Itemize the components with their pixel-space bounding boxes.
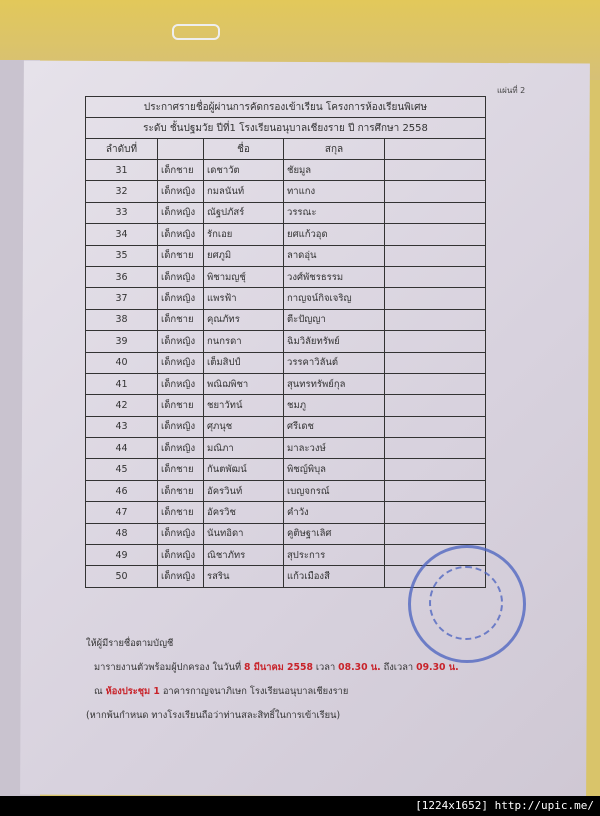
order-cell: 36 <box>86 266 158 287</box>
gender-cell: เด็กหญิง <box>158 545 204 566</box>
table-subtitle: ระดับ ชั้นปฐมวัย ปีที่1 โรงเรียนอนุบาลเชียงราย ปี การศึกษา 2558 <box>86 118 486 139</box>
note-text: ถึงเวลา <box>380 662 417 673</box>
gender-cell: เด็กหญิง <box>158 266 204 287</box>
order-cell: 46 <box>86 480 158 501</box>
image-footer: [1224x1652] http://upic.me/ <box>0 796 600 816</box>
surname-cell: คำวัง <box>284 502 385 523</box>
gender-cell: เด็กหญิง <box>158 416 204 437</box>
table-row <box>86 480 486 501</box>
extra-cell <box>385 181 486 202</box>
table-row <box>86 181 486 202</box>
header-gender <box>158 139 204 160</box>
surname-cell: ชัยมูล <box>284 160 385 181</box>
start-time: 08.30 น. <box>338 662 381 673</box>
extra-cell <box>385 502 486 523</box>
extra-cell <box>385 438 486 459</box>
table-row <box>86 352 486 373</box>
surname-cell: มาละวงษ์ <box>284 438 385 459</box>
order-cell: 31 <box>86 160 158 181</box>
header-extra <box>385 139 486 160</box>
extra-cell <box>385 288 486 309</box>
report-date: 8 มีนาคม 2558 <box>244 662 313 673</box>
table-row <box>86 309 486 330</box>
order-cell: 44 <box>86 438 158 459</box>
extra-cell <box>385 480 486 501</box>
order-cell: 47 <box>86 502 158 523</box>
extra-cell <box>385 523 486 544</box>
name-cell: ณัฐปภัสร์ <box>204 202 284 223</box>
surname-cell: แก้วเมืองสี <box>284 566 385 587</box>
extra-cell <box>385 245 486 266</box>
table-row <box>86 373 486 394</box>
surname-cell: เบญจกรณ์ <box>284 480 385 501</box>
gender-cell: เด็กชาย <box>158 459 204 480</box>
note-text: อาคารกาญจนาภิเษก โรงเรียนอนุบาลเชียงราย <box>159 686 349 697</box>
order-cell: 39 <box>86 331 158 352</box>
name-cell: คุณภัทร <box>204 309 284 330</box>
note-text: เวลา <box>312 662 339 673</box>
gender-cell: เด็กหญิง <box>158 331 204 352</box>
surname-cell: ศรีเดช <box>284 416 385 437</box>
note-text: ณ <box>94 686 106 697</box>
order-cell: 43 <box>86 416 158 437</box>
table-row <box>86 331 486 352</box>
order-cell: 38 <box>86 309 158 330</box>
extra-cell <box>385 395 486 416</box>
extra-cell <box>385 352 486 373</box>
surname-cell: วรรณะ <box>284 202 385 223</box>
header-name: ชื่อ <box>204 139 284 160</box>
surname-cell: วงศ์พัชรธรรม <box>284 266 385 287</box>
name-cell: กนกรดา <box>204 331 284 352</box>
name-cell: อัครวินท์ <box>204 480 284 501</box>
extra-cell <box>385 224 486 245</box>
gender-cell: เด็กชาย <box>158 160 204 181</box>
gender-cell: เด็กหญิง <box>158 373 204 394</box>
order-cell: 41 <box>86 373 158 394</box>
order-cell: 35 <box>86 245 158 266</box>
order-cell: 32 <box>86 181 158 202</box>
name-cell: อัครวิช <box>204 502 284 523</box>
name-cell: ศุภนุช <box>204 416 284 437</box>
gender-cell: เด็กชาย <box>158 245 204 266</box>
table-row <box>86 288 486 309</box>
table-row <box>86 224 486 245</box>
name-cell: พณิฌพิชา <box>204 373 284 394</box>
note-line3 <box>86 680 459 704</box>
name-cell: เต็มสิปป์ <box>204 352 284 373</box>
note-text: มารายงานตัวพร้อมผู้ปกครอง ในวันที่ <box>94 662 245 673</box>
gender-cell: เด็กหญิง <box>158 566 204 587</box>
table-row <box>86 459 486 480</box>
extra-cell <box>385 373 486 394</box>
extra-cell <box>385 160 486 181</box>
surname-cell: ยศแก้วอุด <box>284 224 385 245</box>
note-line4: (หากพ้นกำหนด ทางโรงเรียนถือว่าท่านสละสิทธิ์ในการเข้าเรียน) <box>86 710 341 721</box>
name-cell: ชยาวัทน์ <box>204 395 284 416</box>
student-list-table <box>85 96 486 588</box>
name-cell: เดชาวัต <box>204 160 284 181</box>
gender-cell: เด็กหญิง <box>158 523 204 544</box>
order-cell: 48 <box>86 523 158 544</box>
gender-cell: เด็กหญิง <box>158 438 204 459</box>
order-cell: 33 <box>86 202 158 223</box>
room: ห้องประชุม 1 <box>105 686 160 697</box>
name-cell: พิชามญชุ์ <box>204 266 284 287</box>
name-cell: รสริน <box>204 566 284 587</box>
table-row <box>86 160 486 181</box>
gender-cell: เด็กชาย <box>158 502 204 523</box>
table-row <box>86 416 486 437</box>
order-cell: 34 <box>86 224 158 245</box>
extra-cell <box>385 309 486 330</box>
order-cell: 49 <box>86 545 158 566</box>
order-cell: 50 <box>86 566 158 587</box>
table-row <box>86 395 486 416</box>
name-cell: ยศภูมิ <box>204 245 284 266</box>
gender-cell: เด็กหญิง <box>158 288 204 309</box>
extra-cell <box>385 202 486 223</box>
gender-cell: เด็กชาย <box>158 395 204 416</box>
table-row <box>86 202 486 223</box>
table-title: ประกาศรายชื่อผู้ผ่านการคัดกรองเข้าเรียน โครงการห้องเรียนพิเศษ <box>86 97 486 118</box>
header-surname: สกุล <box>284 139 385 160</box>
order-cell: 40 <box>86 352 158 373</box>
surname-cell: คูติษฐาเลิศ <box>284 523 385 544</box>
name-cell: นันทอิดา <box>204 523 284 544</box>
notes <box>86 632 459 728</box>
table-row <box>86 266 486 287</box>
surname-cell: ชมภู <box>284 395 385 416</box>
order-cell: 42 <box>86 395 158 416</box>
extra-cell <box>385 416 486 437</box>
name-cell: แพรฟ้า <box>204 288 284 309</box>
gender-cell: เด็กหญิง <box>158 352 204 373</box>
end-time: 09.30 น. <box>416 662 459 673</box>
gender-cell: เด็กหญิง <box>158 181 204 202</box>
surname-cell: พิชญ์พิบุล <box>284 459 385 480</box>
name-cell: มณิภา <box>204 438 284 459</box>
surname-cell: ทาแกง <box>284 181 385 202</box>
table-row <box>86 502 486 523</box>
gender-cell: เด็กชาย <box>158 309 204 330</box>
gender-cell: เด็กหญิง <box>158 224 204 245</box>
extra-cell <box>385 459 486 480</box>
order-cell: 37 <box>86 288 158 309</box>
name-cell: ณิชาภัทร <box>204 545 284 566</box>
name-cell: รักเอย <box>204 224 284 245</box>
paper-clip <box>172 24 220 40</box>
table-row <box>86 523 486 544</box>
extra-cell <box>385 331 486 352</box>
gender-cell: เด็กชาย <box>158 480 204 501</box>
surname-cell: ลาดอุ่น <box>284 245 385 266</box>
header-order: ลำดับที่ <box>86 139 158 160</box>
order-cell: 45 <box>86 459 158 480</box>
table-row <box>86 438 486 459</box>
surname-cell: สุนทรทรัพย์กุล <box>284 373 385 394</box>
gender-cell: เด็กหญิง <box>158 202 204 223</box>
note-line2 <box>86 656 459 680</box>
name-cell: กมลนันท์ <box>204 181 284 202</box>
surname-cell: วรรคาวิลันต์ <box>284 352 385 373</box>
name-cell: กันตพัฒน์ <box>204 459 284 480</box>
extra-cell <box>385 266 486 287</box>
surname-cell: สุประการ <box>284 545 385 566</box>
table-row <box>86 245 486 266</box>
surname-cell: ฉิมวิลัยทรัพย์ <box>284 331 385 352</box>
note-line1: ให้ผู้มีรายชื่อตามบัญชี <box>86 638 174 649</box>
sheet-number: แผ่นที่ 2 <box>497 86 526 95</box>
surname-cell: ตีะปัญญา <box>284 309 385 330</box>
surname-cell: กาญจน์กิจเจริญ <box>284 288 385 309</box>
